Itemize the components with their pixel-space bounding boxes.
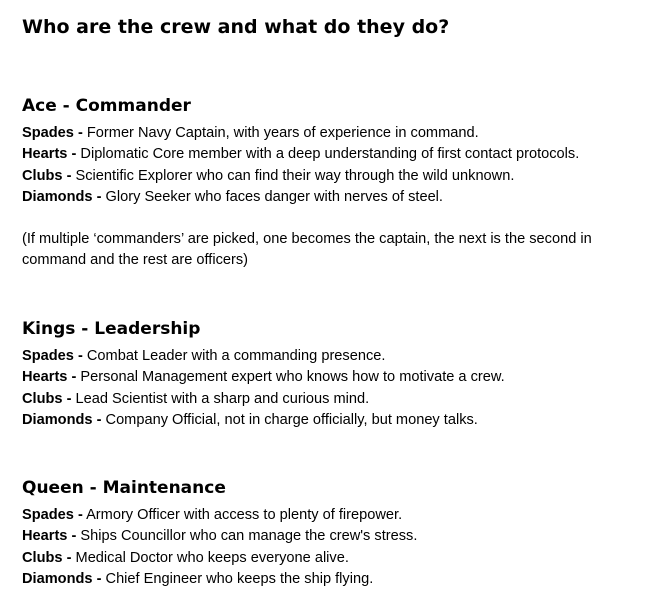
suit-label: Diamonds -	[22, 570, 102, 587]
entry-clubs	[22, 548, 642, 569]
entry-description: Personal Management expert who knows how to motivate a crew.	[80, 369, 505, 386]
entry-spades	[22, 346, 642, 367]
entry-clubs	[22, 389, 642, 410]
suit-label: Hearts -	[22, 369, 77, 386]
entry-list	[22, 505, 642, 590]
entry-hearts	[22, 526, 642, 547]
entry-description: Ships Councillor who can manage the crew's stress.	[80, 528, 418, 545]
section-ace-commander	[22, 94, 642, 272]
suit-label: Clubs -	[22, 549, 72, 566]
entry-clubs	[22, 166, 642, 187]
suit-label: Hearts -	[22, 146, 77, 163]
entry-list	[22, 346, 642, 431]
entry-description: Combat Leader with a commanding presence.	[86, 348, 386, 364]
entry-description: Diplomatic Core member with a deep understanding of first contact protocols.	[80, 146, 580, 163]
entry-description: Armory Officer with access to plenty of firepower.	[86, 507, 403, 523]
suit-label: Spades -	[22, 348, 83, 364]
suit-label: Diamonds -	[22, 411, 102, 428]
section-heading: Ace - Commander	[22, 96, 191, 116]
entry-list	[22, 123, 642, 208]
section-queen-maintenance	[22, 476, 642, 590]
entry-description: Company Official, not in charge officially, but money talks.	[105, 411, 478, 428]
entry-description: Medical Doctor who keeps everyone alive.	[75, 549, 349, 566]
entry-hearts	[22, 144, 642, 165]
suit-label: Diamonds -	[22, 188, 102, 205]
page-title: Who are the crew and what do they do?	[22, 16, 450, 38]
section-heading: Kings - Leadership	[22, 319, 201, 339]
entry-diamonds	[22, 187, 642, 208]
entry-description: Chief Engineer who keeps the ship flying.	[105, 570, 374, 587]
section-kings-leadership	[22, 317, 642, 431]
entry-description: Scientific Explorer who can find their way through the wild unknown.	[75, 167, 515, 184]
section-heading: Queen - Maintenance	[22, 478, 226, 498]
entry-diamonds	[22, 569, 642, 590]
entry-hearts	[22, 367, 642, 388]
entry-spades	[22, 505, 642, 526]
suit-label: Clubs -	[22, 167, 72, 184]
suit-label: Spades -	[22, 125, 83, 141]
entry-diamonds	[22, 410, 642, 431]
entry-description: Glory Seeker who faces danger with nerves of steel.	[105, 188, 443, 205]
suit-label: Hearts -	[22, 528, 77, 545]
commander-note: (If multiple ‘commanders’ are picked, one becomes the captain, the next is the second in command and the rest are officers)	[22, 231, 592, 269]
suit-label: Clubs -	[22, 390, 72, 407]
suit-label: Spades -	[22, 507, 83, 523]
entry-description: Former Navy Captain, with years of experience in command.	[86, 125, 479, 141]
entry-description: Lead Scientist with a sharp and curious mind.	[75, 390, 370, 407]
entry-spades	[22, 123, 642, 144]
